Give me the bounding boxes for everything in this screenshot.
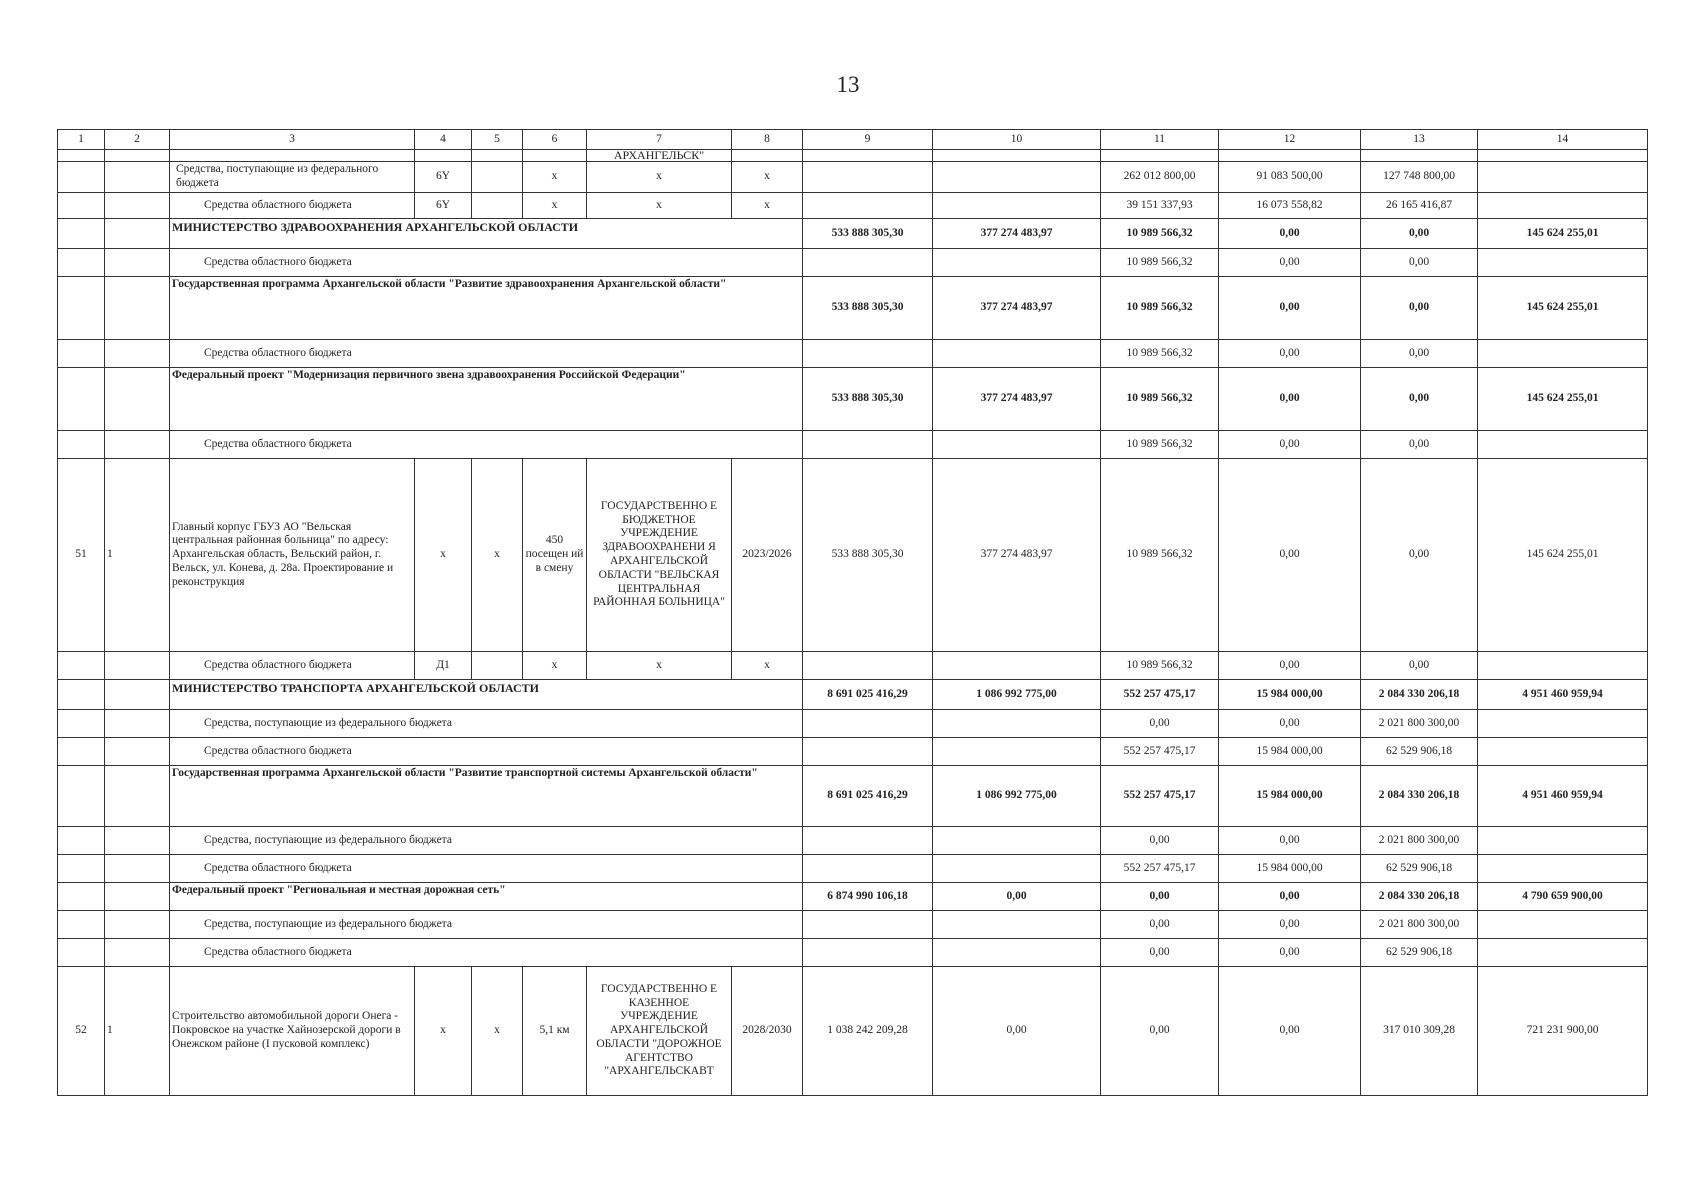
cell: 552 257 475,17 [1101, 680, 1219, 710]
federal-project-row [58, 368, 1648, 431]
cell: 10 989 566,32 [1101, 431, 1219, 459]
cell: 127 748 800,00 [1361, 162, 1478, 193]
cell: 15 984 000,00 [1219, 738, 1361, 766]
ministry-title: МИНИСТЕРСТВО ЗДРАВООХРАНЕНИЯ АРХАНГЕЛЬСКОЙ ОБЛАСТИ [170, 219, 803, 249]
col-header: 6 [523, 130, 587, 150]
cell: 6Y [415, 193, 472, 219]
continued-org-name: АРХАНГЕЛЬСК" [587, 150, 732, 162]
header-row [58, 130, 1648, 150]
cell: 8 691 025 416,29 [803, 766, 933, 827]
cell: 10 989 566,32 [1101, 459, 1219, 652]
cell: x [587, 652, 732, 680]
cell: 533 888 305,30 [803, 459, 933, 652]
cell: 145 624 255,01 [1478, 368, 1648, 431]
cell: 10 989 566,32 [1101, 249, 1219, 277]
table-row [58, 249, 1648, 277]
cell: 377 274 483,97 [933, 219, 1101, 249]
cell: 533 888 305,30 [803, 277, 933, 340]
cell: 0,00 [1101, 911, 1219, 939]
program-title: Государственная программа Архангельской области "Развитие транспортной системы Архангельской области" [170, 766, 803, 827]
funding-source-label: Средства областного бюджета [170, 939, 803, 967]
cell: 62 529 906,18 [1361, 939, 1478, 967]
cell: 10 989 566,32 [1101, 652, 1219, 680]
federal-project-title: Федеральный проект "Модернизация первичного звена здравоохранения Российской Федерации" [170, 368, 803, 431]
cell: 1 086 992 775,00 [933, 766, 1101, 827]
col-header: 7 [587, 130, 732, 150]
cell: x [472, 967, 523, 1096]
col-header: 13 [1361, 130, 1478, 150]
cell: 0,00 [1101, 967, 1219, 1096]
cell: 10 989 566,32 [1101, 277, 1219, 340]
cell: 0,00 [1361, 459, 1478, 652]
cell: 0,00 [1219, 277, 1361, 340]
cell: 15 984 000,00 [1219, 766, 1361, 827]
table-row [58, 652, 1648, 680]
cell: 10 989 566,32 [1101, 368, 1219, 431]
ministry-title: МИНИСТЕРСТВО ТРАНСПОРТА АРХАНГЕЛЬСКОЙ ОБЛАСТИ [170, 680, 803, 710]
cell: 15 984 000,00 [1219, 680, 1361, 710]
cell: 39 151 337,93 [1101, 193, 1219, 219]
cell: 0,00 [1361, 277, 1478, 340]
period: 2023/2026 [732, 459, 803, 652]
cell: 6Y [415, 162, 472, 193]
cell: 0,00 [1219, 368, 1361, 431]
funding-source-label: Средства областного бюджета [170, 193, 415, 219]
object-row [58, 967, 1648, 1096]
cell: 91 083 500,00 [1219, 162, 1361, 193]
cell: 0,00 [1219, 883, 1361, 911]
col-header: 1 [58, 130, 105, 150]
cell: 0,00 [1101, 883, 1219, 911]
cell: 4 951 460 959,94 [1478, 680, 1648, 710]
organization-name: ГОСУДАРСТВЕННО Е КАЗЕННОЕ УЧРЕЖДЕНИЕ АРХАНГЕЛЬСКОЙ ОБЛАСТИ "ДОРОЖНОЕ АГЕНТСТВО "АРХАНГЕЛЬСКАВТ [587, 967, 732, 1096]
cell: 552 257 475,17 [1101, 855, 1219, 883]
cell: 62 529 906,18 [1361, 738, 1478, 766]
funding-source-label: Средства областного бюджета [170, 652, 415, 680]
cell: x [472, 459, 523, 652]
cell: 0,00 [1219, 340, 1361, 368]
cell: x [523, 193, 587, 219]
funding-source-label: Средства, поступающие из федерального бюджета [170, 911, 803, 939]
table-row [58, 150, 1648, 162]
col-header: 14 [1478, 130, 1648, 150]
cell: 2 084 330 206,18 [1361, 680, 1478, 710]
table-row [58, 738, 1648, 766]
funding-source-label: Средства областного бюджета [170, 855, 803, 883]
col-header: 9 [803, 130, 933, 150]
cell: 377 274 483,97 [933, 277, 1101, 340]
cell: 1 [105, 967, 170, 1096]
capacity: 5,1 км [523, 967, 587, 1096]
ministry-row [58, 219, 1648, 249]
funding-source-label: Средства областного бюджета [170, 738, 803, 766]
col-header: 12 [1219, 130, 1361, 150]
col-header: 11 [1101, 130, 1219, 150]
col-header: 10 [933, 130, 1101, 150]
funding-source-label: Средства, поступающие из федерального бюджета [170, 162, 415, 193]
row-number: 51 [58, 459, 105, 652]
cell: 533 888 305,30 [803, 368, 933, 431]
capacity: 450 посещен ий в смену [523, 459, 587, 652]
cell: 145 624 255,01 [1478, 277, 1648, 340]
col-header: 2 [105, 130, 170, 150]
cell: 4 951 460 959,94 [1478, 766, 1648, 827]
cell: 533 888 305,30 [803, 219, 933, 249]
cell: 0,00 [1361, 368, 1478, 431]
cell: 0,00 [1219, 652, 1361, 680]
cell: 0,00 [1361, 219, 1478, 249]
program-title: Государственная программа Архангельской области "Развитие здравоохранения Архангельской области" [170, 277, 803, 340]
program-row [58, 766, 1648, 827]
cell: 145 624 255,01 [1478, 219, 1648, 249]
table-row [58, 855, 1648, 883]
cell: 317 010 309,28 [1361, 967, 1478, 1096]
cell: 0,00 [1219, 827, 1361, 855]
cell: 0,00 [1361, 652, 1478, 680]
cell: 0,00 [1361, 249, 1478, 277]
cell: 145 624 255,01 [1478, 459, 1648, 652]
cell: 0,00 [1101, 939, 1219, 967]
table-row [58, 193, 1648, 219]
table-row [58, 431, 1648, 459]
table-row [58, 162, 1648, 193]
object-description: Строительство автомобильной дороги Онега - Покровское на участке Хайнозерской дороги в Онежском районе (I пусковой комплекс) [170, 967, 415, 1096]
funding-source-label: Средства областного бюджета [170, 340, 803, 368]
table-row [58, 710, 1648, 738]
cell: x [523, 162, 587, 193]
cell: x [732, 162, 803, 193]
cell: 0,00 [1361, 431, 1478, 459]
cell: x [732, 652, 803, 680]
cell: 15 984 000,00 [1219, 855, 1361, 883]
cell: 26 165 416,87 [1361, 193, 1478, 219]
cell: 0,00 [1219, 249, 1361, 277]
row-number: 52 [58, 967, 105, 1096]
funding-source-label: Средства областного бюджета [170, 249, 803, 277]
cell: 0,00 [1219, 710, 1361, 738]
federal-project-row [58, 883, 1648, 911]
cell: 8 691 025 416,29 [803, 680, 933, 710]
cell: x [415, 967, 472, 1096]
cell: 2 021 800 300,00 [1361, 710, 1478, 738]
cell: x [523, 652, 587, 680]
page-number: 13 [836, 72, 860, 97]
cell: 1 038 242 209,28 [803, 967, 933, 1096]
federal-project-title: Федеральный проект "Региональная и местная дорожная сеть" [170, 883, 803, 911]
cell: 0,00 [933, 967, 1101, 1096]
cell: x [587, 162, 732, 193]
table-row [58, 939, 1648, 967]
cell: 10 989 566,32 [1101, 219, 1219, 249]
cell: x [415, 459, 472, 652]
cell: x [587, 193, 732, 219]
col-header: 5 [472, 130, 523, 150]
cell: 0,00 [933, 883, 1101, 911]
table-row [58, 827, 1648, 855]
cell: 377 274 483,97 [933, 368, 1101, 431]
cell: 2 021 800 300,00 [1361, 911, 1478, 939]
cell: 0,00 [1219, 939, 1361, 967]
organization-name: ГОСУДАРСТВЕННО Е БЮДЖЕТНОЕ УЧРЕЖДЕНИЕ ЗДРАВООХРАНЕНИ Я АРХАНГЕЛЬСКОЙ ОБЛАСТИ "ВЕЛЬСКАЯ ЦЕНТРАЛЬНАЯ РАЙОННАЯ БОЛЬНИЦА" [587, 459, 732, 652]
cell: 0,00 [1101, 710, 1219, 738]
object-description: Главный корпус ГБУЗ АО "Вельская центральная районная больница" по адресу: Архангельская область, Вельский район, г. Вельск, ул. Конева, д. 28а. Проектирование и реконструкция [170, 459, 415, 652]
cell: x [732, 193, 803, 219]
object-row [58, 459, 1648, 652]
cell: 377 274 483,97 [933, 459, 1101, 652]
cell: Д1 [415, 652, 472, 680]
table-row [58, 911, 1648, 939]
period: 2028/2030 [732, 967, 803, 1096]
cell: 10 989 566,32 [1101, 340, 1219, 368]
cell: 6 874 990 106,18 [803, 883, 933, 911]
ministry-row [58, 680, 1648, 710]
cell: 0,00 [1101, 827, 1219, 855]
cell: 2 021 800 300,00 [1361, 827, 1478, 855]
col-header: 4 [415, 130, 472, 150]
cell: 0,00 [1219, 219, 1361, 249]
program-row [58, 277, 1648, 340]
cell: 1 [105, 459, 170, 652]
cell: 0,00 [1219, 431, 1361, 459]
budget-table [57, 129, 1648, 1096]
col-header: 8 [732, 130, 803, 150]
funding-source-label: Средства, поступающие из федерального бюджета [170, 710, 803, 738]
cell: 4 790 659 900,00 [1478, 883, 1648, 911]
cell: 62 529 906,18 [1361, 855, 1478, 883]
cell: 0,00 [1361, 340, 1478, 368]
cell: 552 257 475,17 [1101, 766, 1219, 827]
cell: 0,00 [1219, 967, 1361, 1096]
funding-source-label: Средства, поступающие из федерального бюджета [170, 827, 803, 855]
cell: 2 084 330 206,18 [1361, 766, 1478, 827]
cell: 0,00 [1219, 911, 1361, 939]
col-header: 3 [170, 130, 415, 150]
table-row [58, 340, 1648, 368]
cell: 262 012 800,00 [1101, 162, 1219, 193]
cell: 2 084 330 206,18 [1361, 883, 1478, 911]
cell: 0,00 [1219, 459, 1361, 652]
cell: 552 257 475,17 [1101, 738, 1219, 766]
funding-source-label: Средства областного бюджета [170, 431, 803, 459]
cell: 16 073 558,82 [1219, 193, 1361, 219]
cell: 721 231 900,00 [1478, 967, 1648, 1096]
cell: 1 086 992 775,00 [933, 680, 1101, 710]
